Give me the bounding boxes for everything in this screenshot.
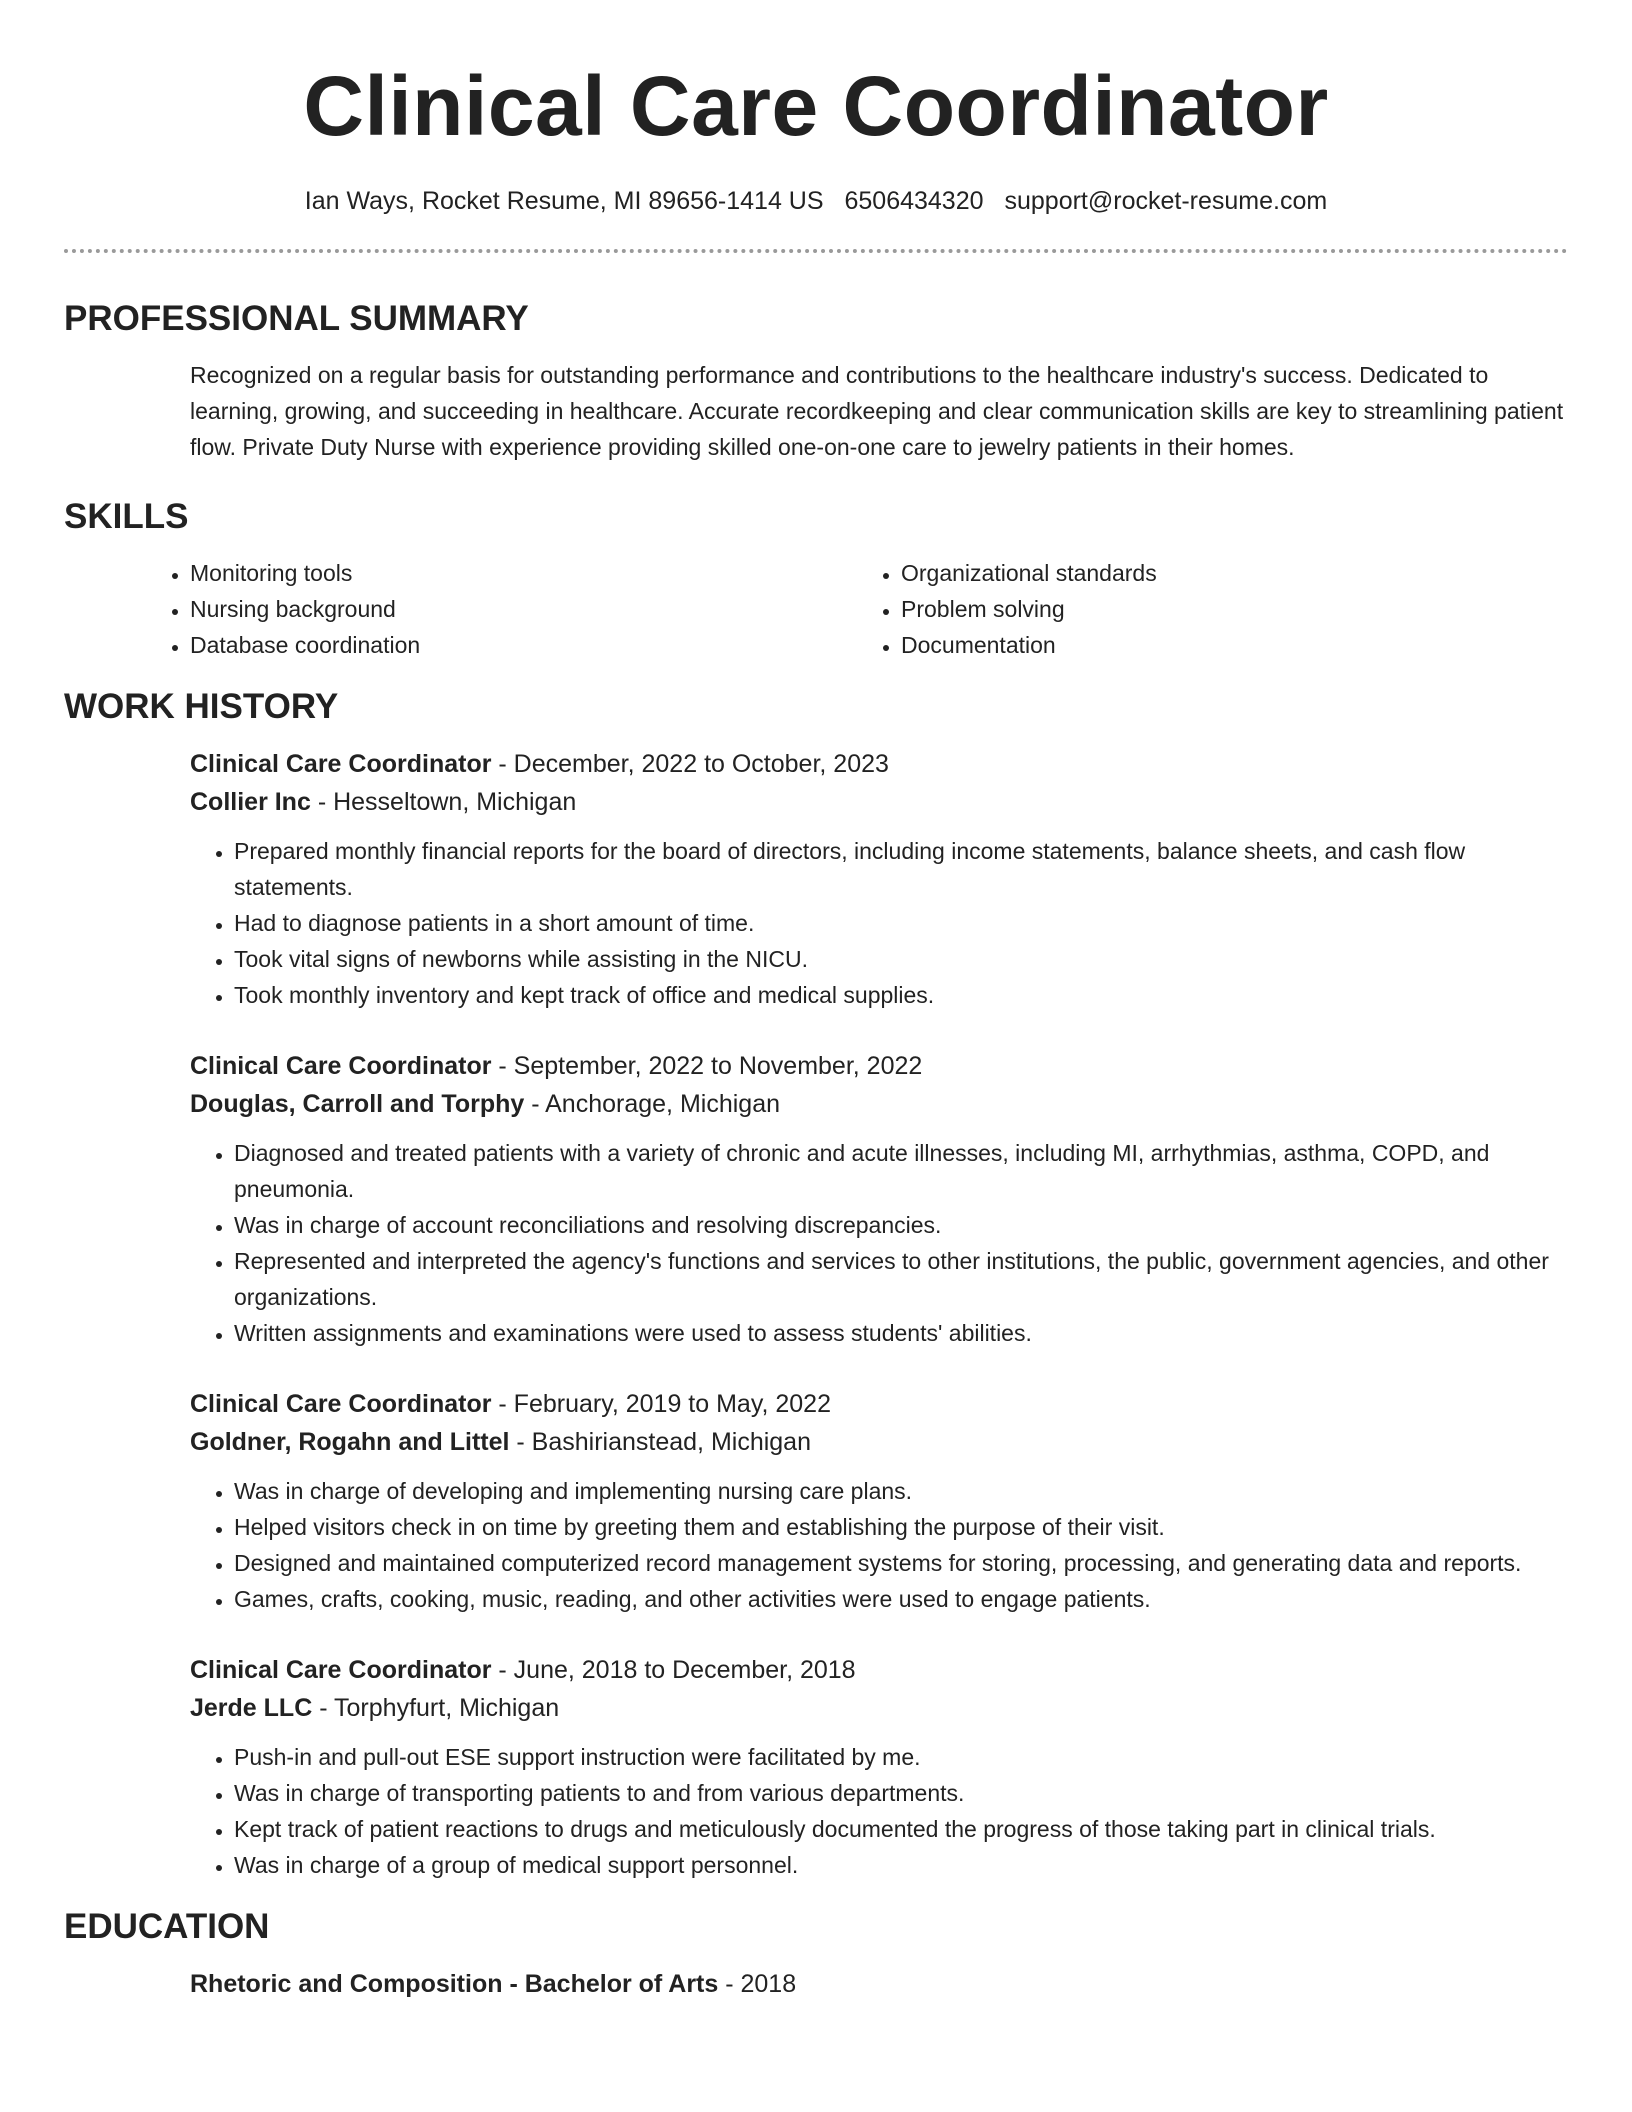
job-entry <box>190 1385 1568 1617</box>
job-bullets <box>190 1739 1568 1883</box>
skill-item: • Problem solving <box>901 591 1568 627</box>
job-role: Clinical Care Coordinator <box>190 1052 492 1080</box>
skill-item: • Monitoring tools <box>190 555 857 591</box>
job-bullet: • Games, crafts, cooking, music, reading, and other activities were used to engage patients. <box>234 1581 1568 1617</box>
summary-heading: PROFESSIONAL SUMMARY <box>64 299 529 338</box>
job-bullet: • Was in charge of a group of medical support personnel. <box>234 1847 1568 1883</box>
contact-phone: 6506434320 <box>844 187 984 215</box>
job-bullet: • Push-in and pull-out ESE support instruction were facilitated by me. <box>234 1739 1568 1775</box>
job-dates: - September, 2022 to November, 2022 <box>491 1052 923 1080</box>
job-bullets <box>190 1473 1568 1617</box>
job-bullet: • Took vital signs of newborns while assisting in the NICU. <box>234 941 1568 977</box>
skills-heading: SKILLS <box>64 497 189 536</box>
job-title-line <box>190 1651 1568 1689</box>
job-company-line <box>190 1085 1568 1123</box>
summary-text: Recognized on a regular basis for outstanding performance and contributions to the healthcare industry's success. Dedicated to learning, growing, and succeeding in healthcare. Accurate recordkeeping and clear communication skills are key to streamlining patient flow. Private Duty Nurse with experience providing skilled one-on-one care to jewelry patients in their homes. <box>190 362 1564 460</box>
skill-item: • Database coordination <box>190 627 857 663</box>
job-location: - Anchorage, Michigan <box>524 1090 780 1118</box>
job-company: Jerde LLC <box>190 1694 313 1722</box>
job-company: Collier Inc <box>190 788 311 816</box>
education-line <box>190 1965 1568 2003</box>
job-bullet: • Took monthly inventory and kept track of office and medical supplies. <box>234 977 1568 1013</box>
job-role: Clinical Care Coordinator <box>190 1390 492 1418</box>
job-location: - Torphyfurt, Michigan <box>312 1694 560 1722</box>
job-dates: - December, 2022 to October, 2023 <box>491 750 889 778</box>
job-bullet: • Prepared monthly financial reports for the board of directors, including income statements, balance sheets, and cash flow statements. <box>234 833 1568 905</box>
work-section <box>64 685 1568 1883</box>
job-dates: - February, 2019 to May, 2022 <box>491 1390 831 1418</box>
summary-section <box>64 297 1568 465</box>
job-location: - Bashirianstead, Michigan <box>509 1428 811 1456</box>
job-bullets <box>190 833 1568 1013</box>
job-company-line <box>190 1423 1568 1461</box>
job-bullet: • Designed and maintained computerized record management systems for storing, processing, and generating data and reports. <box>234 1545 1568 1581</box>
job-company-line <box>190 1689 1568 1727</box>
job-bullet: • Written assignments and examinations were used to assess students' abilities. <box>234 1315 1568 1351</box>
header-divider <box>64 249 1568 253</box>
skill-item: • Documentation <box>901 627 1568 663</box>
job-bullet: • Diagnosed and treated patients with a variety of chronic and acute illnesses, including MI, arrhythmias, asthma, COPD, and pneumonia. <box>234 1135 1568 1207</box>
job-dates: - June, 2018 to December, 2018 <box>491 1656 856 1684</box>
job-bullets <box>190 1135 1568 1351</box>
job-bullet: • Represented and interpreted the agency's functions and services to other institutions, the public, government agencies, and other organizations. <box>234 1243 1568 1315</box>
skill-item: • Organizational standards <box>901 555 1568 591</box>
job-role: Clinical Care Coordinator <box>190 1656 492 1684</box>
skills-list-left <box>146 555 857 663</box>
job-company-line <box>190 783 1568 821</box>
contact-email[interactable]: support@rocket-resume.com <box>1004 187 1328 215</box>
job-company: Goldner, Rogahn and Littel <box>190 1428 510 1456</box>
job-location: - Hesseltown, Michigan <box>310 788 577 816</box>
job-bullet: • Was in charge of account reconciliations and resolving discrepancies. <box>234 1207 1568 1243</box>
work-heading: WORK HISTORY <box>64 687 339 726</box>
education-section <box>64 1905 1568 2003</box>
job-title-line <box>190 745 1568 783</box>
education-year: - 2018 <box>718 1970 797 1998</box>
education-degree: Rhetoric and Composition - Bachelor of Arts <box>190 1970 719 1998</box>
resume-name: Clinical Care Coordinator <box>303 59 1329 153</box>
job-bullet: • Had to diagnose patients in a short amount of time. <box>234 905 1568 941</box>
education-heading: EDUCATION <box>64 1907 270 1946</box>
job-entry <box>190 1651 1568 1883</box>
skills-section <box>64 495 1568 663</box>
job-bullet: • Kept track of patient reactions to drugs and meticulously documented the progress of those taking part in clinical trials. <box>234 1811 1568 1847</box>
job-title-line <box>190 1047 1568 1085</box>
job-bullet: • Was in charge of transporting patients to and from various departments. <box>234 1775 1568 1811</box>
skills-list-right <box>857 555 1568 663</box>
job-title-line <box>190 1385 1568 1423</box>
job-role: Clinical Care Coordinator <box>190 750 492 778</box>
job-bullet: • Helped visitors check in on time by greeting them and establishing the purpose of their visit. <box>234 1509 1568 1545</box>
job-bullet: • Was in charge of developing and implementing nursing care plans. <box>234 1473 1568 1509</box>
contact-line <box>64 184 1568 218</box>
job-entry <box>190 745 1568 1013</box>
contact-address: Ian Ways, Rocket Resume, MI 89656-1414 US <box>304 187 824 215</box>
job-entry <box>190 1047 1568 1351</box>
skill-item: • Nursing background <box>190 591 857 627</box>
job-company: Douglas, Carroll and Torphy <box>190 1090 525 1118</box>
